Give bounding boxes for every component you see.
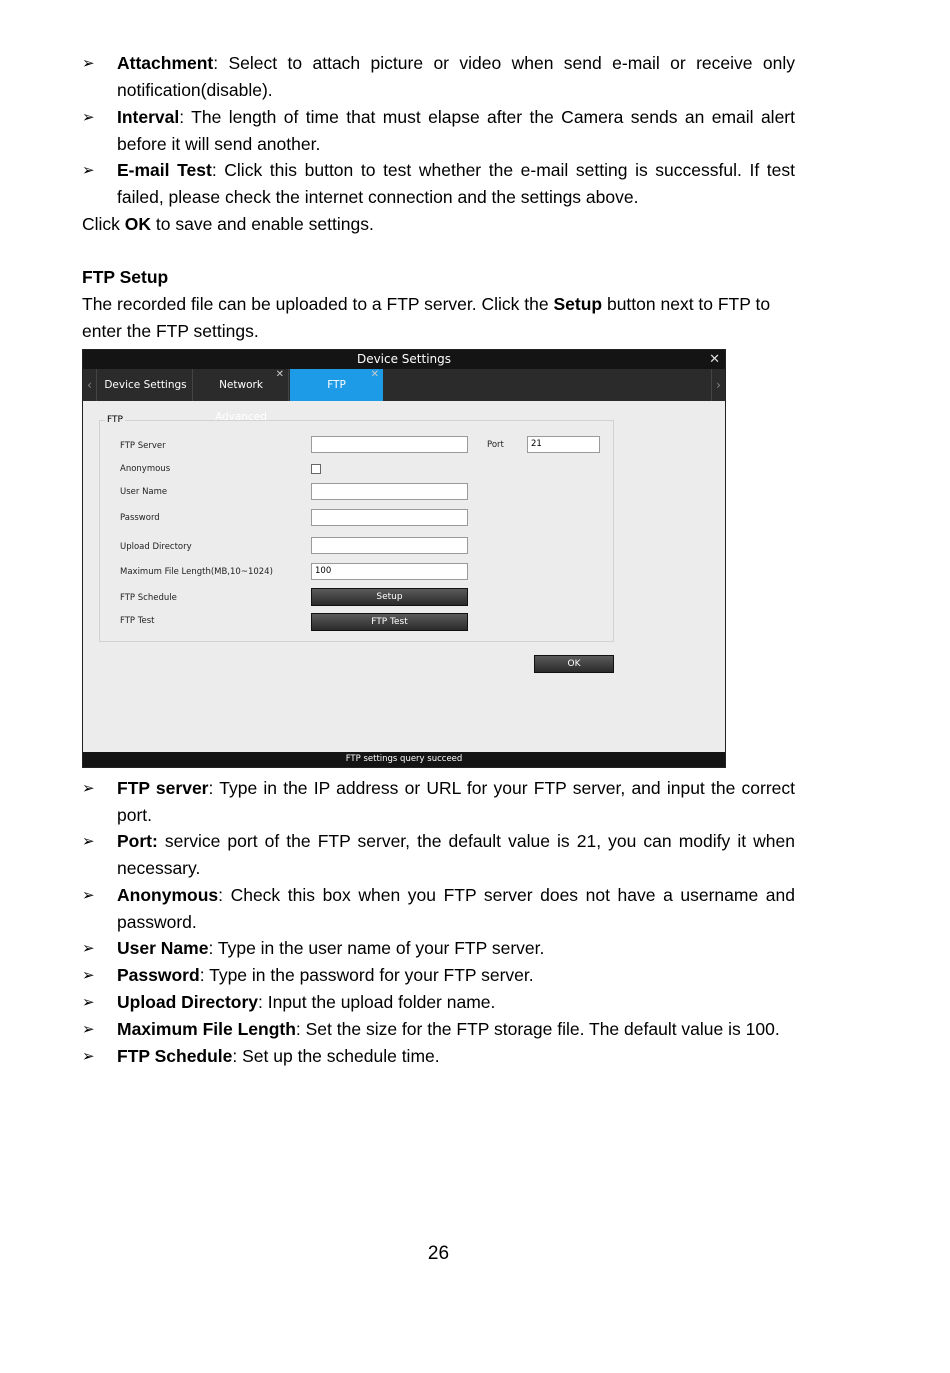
tab-network-advanced[interactable] xyxy=(194,369,289,423)
upload-directory-label: Upload Directory xyxy=(120,542,192,552)
bullet-password xyxy=(82,962,795,989)
bullet-text: : Check this box when you FTP server does not have a username and password. xyxy=(117,885,795,932)
intro-paragraph xyxy=(82,291,795,345)
upload-directory-input[interactable] xyxy=(311,537,468,554)
bullet-text: : Type in the user name of your FTP server. xyxy=(208,938,545,958)
bullet-term: Port: xyxy=(117,831,158,851)
setup-button[interactable]: Setup xyxy=(311,588,468,606)
bullet-arrow-icon: ➢ xyxy=(82,966,95,984)
bullet-text: : Set the size for the FTP storage file. The default value is 100. xyxy=(295,1019,780,1039)
tab-bar xyxy=(83,369,725,423)
click-ok-paragraph xyxy=(82,211,795,238)
bullet-upload-directory xyxy=(82,989,795,1016)
bullet-max-file-length xyxy=(82,1016,795,1043)
ftp-server-label: FTP Server xyxy=(120,441,166,451)
bullet-anonymous xyxy=(82,882,795,936)
bullet-email-test xyxy=(82,157,795,211)
tab-device-settings[interactable] xyxy=(99,369,193,401)
bullet-term: Attachment xyxy=(117,53,214,73)
click-ok-post: to save and enable settings. xyxy=(151,214,374,234)
page-number: 26 xyxy=(427,1243,450,1264)
max-file-length-label: Maximum File Length(MB,10~1024) xyxy=(120,567,273,577)
tab-label: Network Advanced xyxy=(215,379,267,423)
bullet-attachment xyxy=(82,50,795,104)
bullet-arrow-icon: ➢ xyxy=(82,779,95,797)
window-title: Device Settings xyxy=(356,352,452,366)
chevron-right-icon[interactable]: › xyxy=(711,369,725,401)
bullet-term: E-mail Test xyxy=(117,160,212,180)
bullet-arrow-icon: ➢ xyxy=(82,939,95,957)
close-icon[interactable]: ✕ xyxy=(709,352,720,367)
bullet-text: : Select to attach picture or video when send e-mail or receive only notification(disable). xyxy=(117,53,795,100)
anonymous-label: Anonymous xyxy=(120,464,171,474)
user-name-label: User Name xyxy=(120,487,168,497)
password-input[interactable] xyxy=(311,509,468,526)
bullet-arrow-icon: ➢ xyxy=(82,54,95,72)
ftp-test-button[interactable]: FTP Test xyxy=(311,613,468,631)
ftp-group-label: FTP xyxy=(107,415,123,425)
window-title-bar xyxy=(83,350,725,369)
tab-label: Device Settings xyxy=(104,379,187,391)
bullet-term: FTP Schedule xyxy=(117,1046,233,1066)
ftp-schedule-label: FTP Schedule xyxy=(120,593,177,603)
bullet-text: : Type in the password for your FTP server. xyxy=(199,965,534,985)
click-ok-pre: Click xyxy=(82,214,125,234)
bullet-term: Password xyxy=(117,965,200,985)
device-settings-screenshot xyxy=(82,349,726,768)
bullet-interval xyxy=(82,104,795,158)
bullet-port xyxy=(82,828,795,882)
bullet-term: User Name xyxy=(117,938,209,958)
bullet-arrow-icon: ➢ xyxy=(82,993,95,1011)
bullet-term: Interval xyxy=(117,107,180,127)
bullet-text: : Set up the schedule time. xyxy=(232,1046,440,1066)
bullet-term: Upload Directory xyxy=(117,992,258,1012)
bullet-term: Anonymous xyxy=(117,885,219,905)
port-label: Port xyxy=(487,440,504,450)
tab-close-icon[interactable]: ✕ xyxy=(275,369,284,380)
click-ok-bold: OK xyxy=(124,214,152,234)
tab-close-icon[interactable]: ✕ xyxy=(370,369,379,380)
bullet-text: : Click this button to test whether the e-mail setting is successful. If test failed, please check the internet connection and the settings above. xyxy=(117,160,795,207)
bullet-user-name xyxy=(82,935,795,962)
intro-post: button next to FTP to enter the FTP settings. xyxy=(82,294,771,341)
user-name-input[interactable] xyxy=(311,483,468,500)
ok-button[interactable]: OK xyxy=(534,655,614,673)
tab-ftp[interactable] xyxy=(290,369,383,401)
section-title: FTP Setup xyxy=(82,267,169,287)
bullet-term: Maximum File Length xyxy=(117,1019,296,1039)
bullet-arrow-icon: ➢ xyxy=(82,1020,95,1038)
intro-pre: The recorded file can be uploaded to a FTP server. Click the xyxy=(82,294,554,314)
bullet-arrow-icon: ➢ xyxy=(82,886,95,904)
chevron-left-icon[interactable]: ‹ xyxy=(83,369,97,401)
status-bar: FTP settings query succeed xyxy=(83,752,725,767)
bullet-arrow-icon: ➢ xyxy=(82,832,95,850)
port-input[interactable]: 21 xyxy=(527,436,600,453)
max-file-length-input[interactable]: 100 xyxy=(311,563,468,580)
password-label: Password xyxy=(120,513,160,523)
anonymous-checkbox[interactable] xyxy=(311,464,321,474)
bullet-arrow-icon: ➢ xyxy=(82,1047,95,1065)
bullet-text: : Type in the IP address or URL for your FTP server, and input the correct port. xyxy=(117,778,796,825)
bullet-ftp-server xyxy=(82,775,795,829)
ftp-server-input[interactable] xyxy=(311,436,468,453)
tab-label: FTP xyxy=(327,379,346,391)
intro-bold: Setup xyxy=(553,294,603,314)
bullet-text: : The length of time that must elapse after the Camera sends an email alert before it will send another. xyxy=(117,107,795,154)
bullet-ftp-schedule xyxy=(82,1043,795,1070)
ftp-group-box xyxy=(99,420,614,642)
bullet-arrow-icon: ➢ xyxy=(82,108,95,126)
ftp-test-label: FTP Test xyxy=(120,616,155,626)
bullet-text: : Input the upload folder name. xyxy=(258,992,496,1012)
bullet-term: FTP server xyxy=(117,778,209,798)
bullet-text: service port of the FTP server, the default value is 21, you can modify it when necessary. xyxy=(117,831,795,878)
bullet-arrow-icon: ➢ xyxy=(82,161,95,179)
